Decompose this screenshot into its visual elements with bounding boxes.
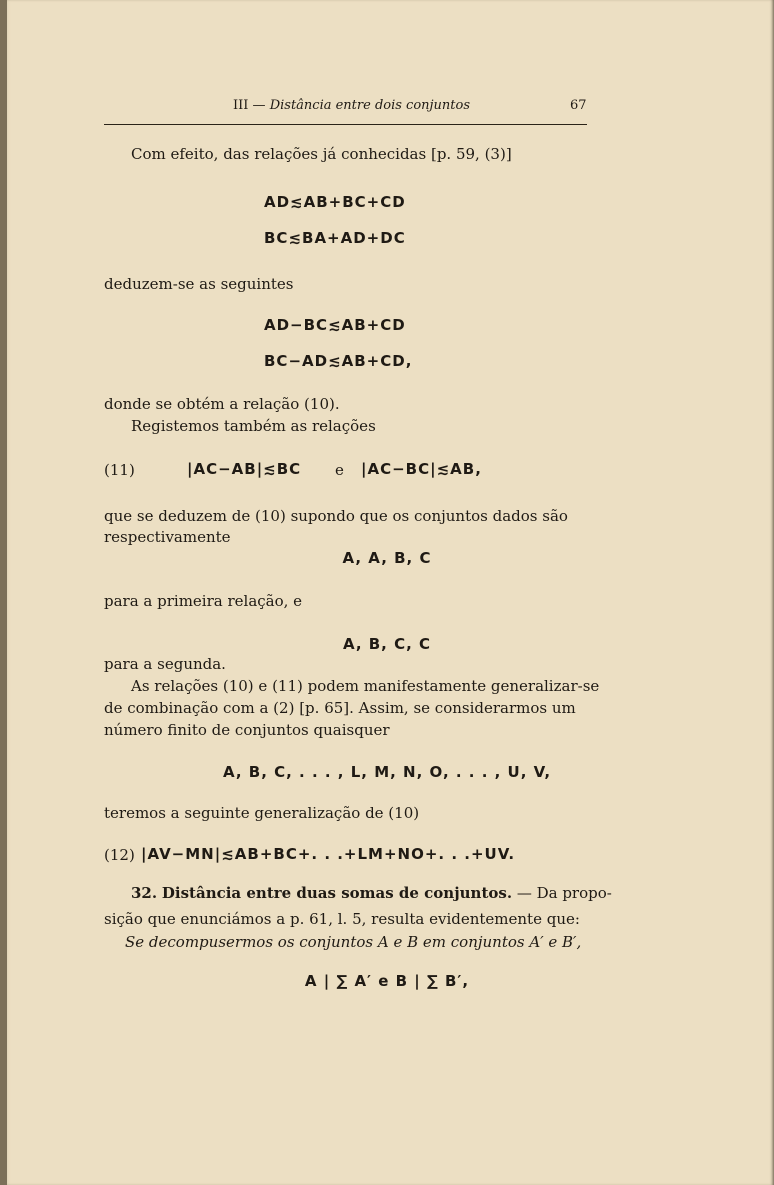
paragraph-6: para a primeira relação, e	[104, 592, 303, 610]
equation-4: BC−AD≲AB+CD,	[264, 352, 413, 370]
equation-11-a: |AC−AB|≲BC	[187, 460, 302, 478]
equation-2: BC≲BA+AD+DC	[264, 229, 406, 247]
equation-12: |AV−MN|≲AB+BC+. . .+LM+NO+. . .+UV.	[141, 845, 516, 863]
paragraph-1: Com efeito, das relações já conhecidas [p. 59, (3)]	[131, 145, 512, 163]
section-heading-line	[131, 884, 612, 902]
page-number: 67	[570, 98, 587, 113]
paragraph-8-line-2: de combinação com a (2) [p. 65]. Assim, se considerarmos um	[104, 699, 576, 717]
equation-last: A | ∑ A′ e B | ∑ B′,	[304, 972, 470, 990]
equation-11-b: |AC−BC|≲AB,	[361, 460, 482, 478]
paragraph-3: donde se obtém a relação (10).	[104, 395, 340, 413]
header-rule	[104, 124, 587, 125]
page-left-edge	[0, 0, 7, 1185]
equation-11-label: (11)	[104, 461, 135, 479]
header-title: Distância entre dois conjuntos	[269, 98, 471, 113]
set-2: A, B, C, C	[342, 635, 432, 653]
equation-1: AD≲AB+BC+CD	[264, 193, 406, 211]
paragraph-8-line-1: As relações (10) e (11) podem manifestamente generalizar-se	[131, 677, 600, 695]
running-header	[233, 98, 470, 113]
section-line-1-rest: — Da propo-	[516, 884, 612, 902]
equation-12-label: (12)	[104, 846, 135, 864]
paragraph-5-line-2: respectivamente	[104, 528, 231, 546]
section-title: Distância entre duas somas de conjuntos.	[161, 884, 513, 902]
paragraph-7: para a segunda.	[104, 655, 226, 673]
set-3: A, B, C, . . . , L, M, N, O, . . . , U, V,	[222, 763, 552, 781]
paragraph-4: Registemos também as relações	[131, 417, 376, 435]
paragraph-9: teremos a seguinte generalização de (10)	[104, 804, 420, 822]
paragraph-8-line-3: número finito de conjuntos quaisquer	[104, 721, 390, 739]
section-line-2: sição que enunciámos a p. 61, l. 5, resulta evidentemente que:	[104, 910, 580, 928]
paragraph-2: deduzem-se as seguintes	[104, 275, 294, 293]
paragraph-5-line-1: que se deduzem de (10) supondo que os conjuntos dados são	[104, 507, 568, 525]
section-line-3: Se decompusermos os conjuntos A e B em conjuntos A′ e B′,	[125, 933, 582, 951]
equation-11-conjunction: e	[335, 461, 344, 479]
set-1: A, A, B, C	[342, 549, 432, 567]
equation-3: AD−BC≲AB+CD	[264, 316, 406, 334]
header-section: III —	[233, 98, 266, 113]
section-number: 32.	[131, 884, 158, 902]
